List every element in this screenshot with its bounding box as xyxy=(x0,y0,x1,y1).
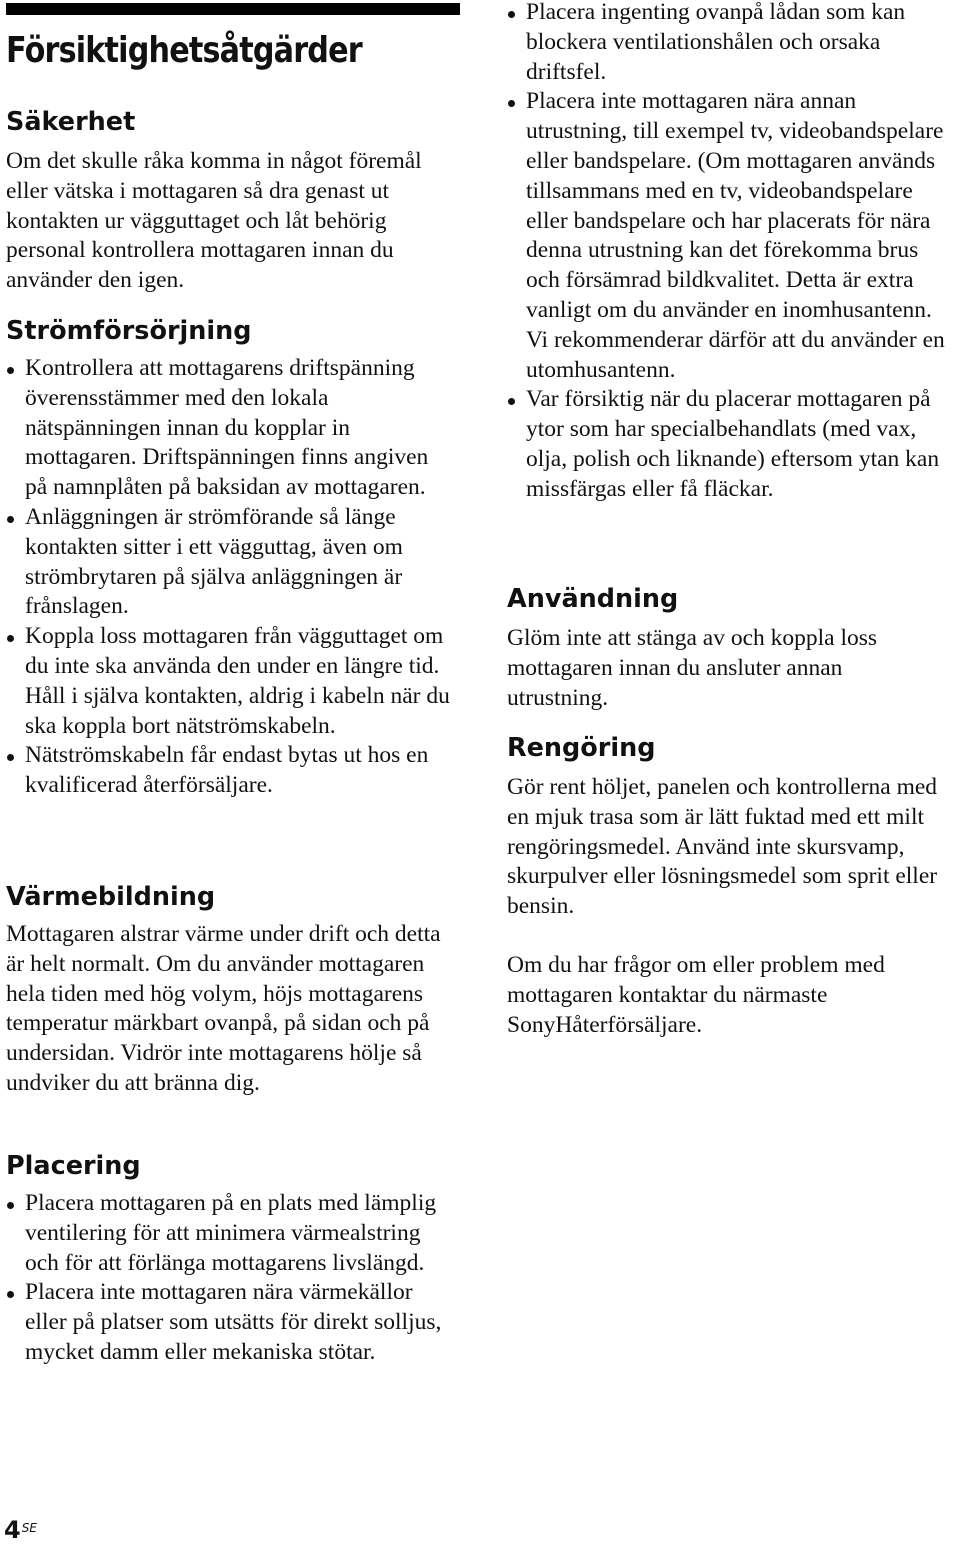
section-heading-anvandning xyxy=(507,581,957,617)
list-item: Nätströmskabeln får endast bytas ut hos en kvalificerad återförsäljare. xyxy=(6,741,456,801)
heading-text: Säkerhet xyxy=(6,107,136,137)
section-heading-sakerhet xyxy=(6,104,460,140)
section-heading-varmebildning xyxy=(6,879,460,915)
heading-text: Strömförsörjning xyxy=(6,316,252,346)
section-varmebildning xyxy=(6,879,460,1099)
page-number-suffix: SE xyxy=(21,1521,37,1535)
list-item: Anläggningen är strömförande så länge kontakten sitter i ett vägguttag, även om strömbrytaren på själva anläggningen är frånslagen. xyxy=(6,503,456,622)
list-item: Placera mottagaren på en plats med lämplig ventilering för att minimera värmealstring och för att förlänga mottagarens livslängd. xyxy=(6,1189,458,1278)
varmebildning-text: Mottagaren alstrar värme under drift och detta är helt normalt. Om du använder mottagaren hela tiden med hög volym, höjs mottagarens temperatur märkbart ovanpå, på sidan och på undersidan. Vidrör inte mottagarens hölje så undviker du att bränna dig. xyxy=(6,921,441,1096)
section-rengoring xyxy=(507,730,957,1040)
page-title: Försiktighetsåtgärder xyxy=(6,30,362,71)
page-number-value: 4 xyxy=(4,1516,21,1544)
list-item: Kontrollera att mottagarens driftspänning överensstämmer med den lokala nätspänningen innan du kopplar in mottagaren. Driftspänningen finns angiven på namnplåten på baksidan av mottagaren. xyxy=(6,354,456,503)
section-anvandning xyxy=(507,581,957,713)
section-placering xyxy=(6,1148,460,1368)
rengoring-text: Gör rent höljet, panelen och kontrollerna med en mjuk trasa som är lätt fuktad med ett milt rengöringsmedel. Använd inte skursvamp, skurpulver eller lösningsmedel som sprit eller bensin. xyxy=(507,774,938,920)
heading-text: Användning xyxy=(507,584,679,614)
heading-text: Rengöring xyxy=(507,733,656,763)
list-item: Koppla loss mottagaren från vägguttaget om du inte ska använda den under en längre tid. Håll i själva kontakten, aldrig i kabeln när du ska koppla bort nätströmskabeln. xyxy=(6,622,456,741)
section-sakerhet xyxy=(6,104,460,296)
rengoring-contact-text: Om du har frågor om eller problem med mottagaren kontaktar du närmaste SonyHåterförsäljare. xyxy=(507,951,885,1038)
anvandning-text: Glöm inte att stänga av och koppla loss mottagaren innan du ansluter annan utrustning. xyxy=(507,625,878,711)
page-number xyxy=(4,1515,37,1545)
section-heading-rengoring xyxy=(507,730,957,766)
placering-list-continued xyxy=(507,0,957,505)
section-heading-placering xyxy=(6,1148,460,1184)
list-item: Placera ingenting ovanpå lådan som kan blockera ventilationshålen och orsaka driftsfel. xyxy=(507,0,957,87)
section-heading-stromforsorjning xyxy=(6,313,460,349)
list-item: Var försiktig när du placerar mottagaren på ytor som har specialbehandlats (med vax, olja, polish och liknande) eftersom ytan kan missfärgas eller få fläckar. xyxy=(507,385,957,504)
header-rule xyxy=(6,3,460,15)
section-stromforsorjning xyxy=(6,313,460,801)
sakerhet-text: Om det skulle råka komma in något föremål eller vätska i mottagaren så dra genast ut kontakten ur vägguttaget och låt behörig personal kontrollera mottagaren innan du använder den igen. xyxy=(6,148,422,294)
list-item: Placera inte mottagaren nära värmekällor eller på platser som utsätts för direkt solljus, mycket damm eller mekaniska stötar. xyxy=(6,1278,458,1367)
heading-text: Placering xyxy=(6,1151,141,1181)
placering-list xyxy=(6,1189,458,1368)
list-item: Placera inte mottagaren nära annan utrustning, till exempel tv, videobandspelare eller bandspelare. (Om mottagaren används tillsammans med en tv, videobandspelare eller bandspelare och har placerats för nära denna utrustning kan det förekomma brus och försämrad bildkvalitet. Detta är extra vanligt om du använder en inomhusantenn. Vi rekommenderar därför att du använder en utomhusantenn. xyxy=(507,87,957,385)
stromforsorjning-list xyxy=(6,354,456,801)
heading-text: Värmebildning xyxy=(6,882,216,912)
